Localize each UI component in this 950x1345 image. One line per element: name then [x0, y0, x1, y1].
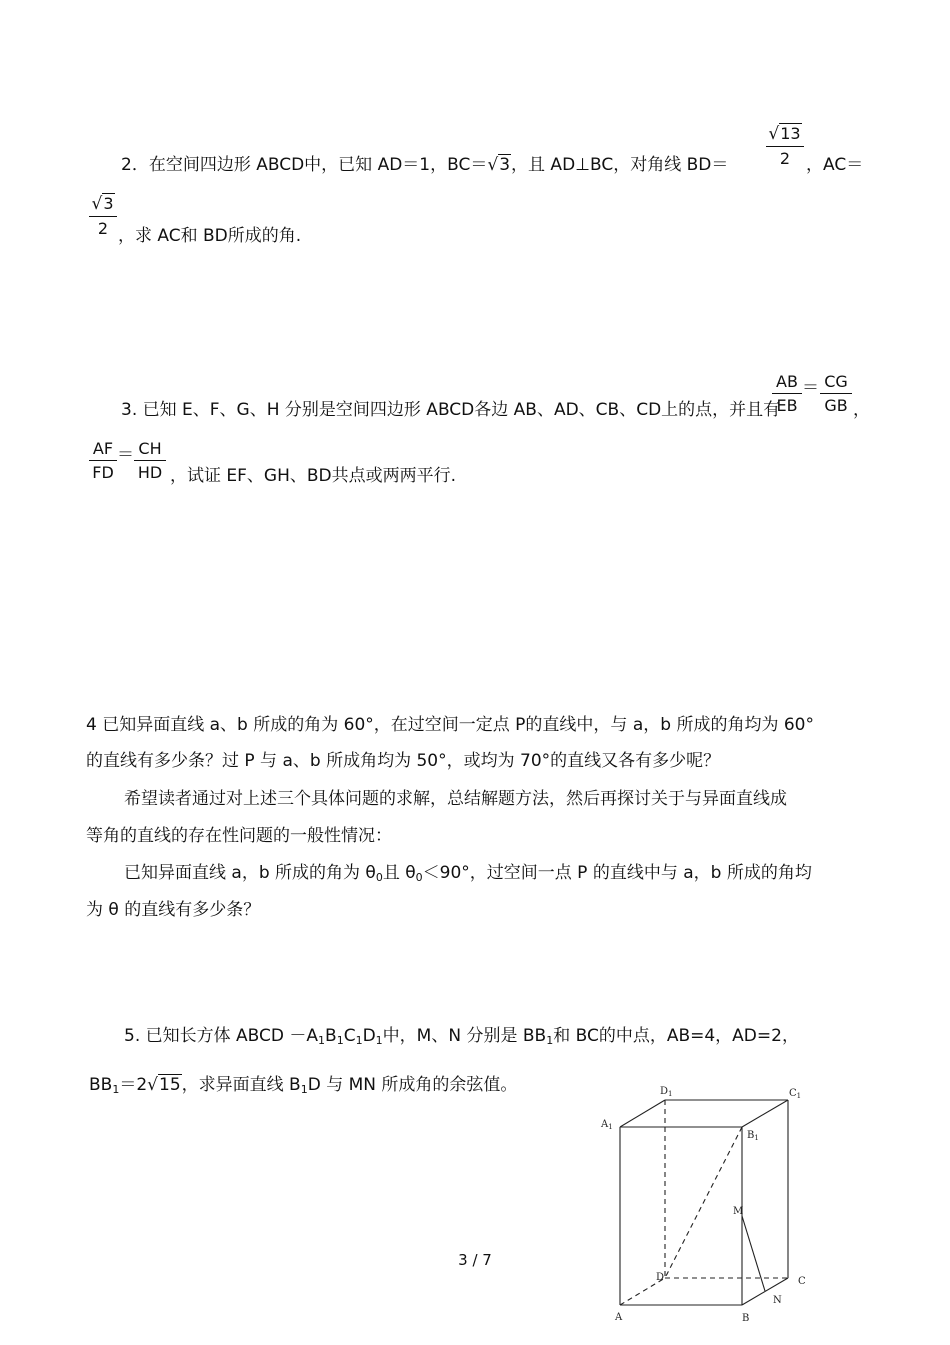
problem-2-text-b: ，且 AD⊥BC，对角线 BD＝: [511, 155, 729, 175]
sqrt-bc: √3: [487, 155, 511, 175]
problem-4-line-5: 已知异面直线 a，b 所成的角为 $\theta_0$且 $\theta_0<90^\circ$，过空间一点 P 的直线中与 a，b 所成的角均: [124, 863, 812, 884]
fraction-af-fd: [89, 441, 117, 481]
problem-5-line-2: $BB_1=2√15$，求异面直线 $B_1D$ 与 MN 所成角的余弦值。: [89, 1075, 518, 1096]
problem-4-line-3: 希望读者通过对上述三个具体问题的求解，总结解题方法，然后再探讨关于与异面直线成: [124, 789, 787, 809]
problem-2-ac: ，AC＝: [806, 155, 864, 175]
problem-4-line-1: 4 已知异面直线 a、b 所成的角为 60°，在过空间一定点 P的直线中，与 a，b 所成的角均为 60°: [86, 715, 814, 735]
gb-denominator: GB: [824, 396, 848, 415]
hd-denominator: HD: [137, 463, 163, 482]
sqrt-15: √15: [147, 1075, 181, 1095]
label-d: D: [656, 1272, 665, 1283]
problem-3-line-1: 3. 已知 E、F、G、H 分别是空间四边形 ABCD各边 AB、AD、CB、CD上的点，并且有: [121, 400, 781, 420]
label-d1: $D_1$: [660, 1086, 673, 1098]
edge-a1-d1: [620, 1100, 665, 1127]
label-n: N: [773, 1295, 782, 1306]
problem-2-line-2: ，求 AC和 BD所成的角.: [118, 226, 302, 246]
fraction-ac: √3 2: [89, 196, 117, 237]
label-m: M: [733, 1206, 744, 1217]
ch-numerator: CH: [138, 439, 162, 458]
problem-5-line-1: 5. 已知长方体 ABCD $-A_1B_1C_1D_1$中，M、N 分别是 $BB_1$和 BC的中点，AB=4，AD=2，: [124, 1026, 799, 1047]
ab-numerator: AB: [776, 372, 798, 391]
cuboid-figure: [590, 1080, 820, 1330]
problem-2-text: 2．在空间四边形 ABCD中，已知 AD＝1，BC＝: [121, 155, 488, 175]
label-c1: $C_1$: [789, 1088, 802, 1100]
problem-4-line-4: 等角的直线的存在性问题的一般性情况：: [86, 826, 392, 846]
fraction-cg-gb: [820, 374, 852, 414]
bd-numerator: 13: [780, 124, 801, 143]
fraction-ab-eb: [772, 374, 802, 414]
label-a1: $A_1$: [601, 1119, 613, 1131]
label-a: A: [615, 1312, 623, 1323]
label-b1: $B_1$: [747, 1130, 759, 1142]
fraction-ch-hd: [134, 441, 166, 481]
problem-4-line-2: 的直线有多少条？过 P 与 a、b 所成角均为 50°，或均为 70°的直线又各有多少呢？: [86, 751, 721, 771]
page-number: 3 / 7: [458, 1251, 492, 1269]
af-numerator: AF: [92, 439, 114, 458]
equals-sign-2: ＝: [117, 445, 134, 465]
comma: ，: [853, 400, 870, 420]
label-c: C: [798, 1276, 806, 1287]
cg-numerator: CG: [824, 372, 848, 391]
problem-3-line-2: ，试证 EF、GH、BD共点或两两平行.: [170, 466, 457, 486]
problem-4-line-6: 为 θ 的直线有多少条？: [86, 900, 261, 920]
problem-2-line-1: [121, 157, 728, 174]
ac-denominator: 2: [97, 219, 109, 238]
fd-denominator: FD: [92, 463, 114, 482]
bd-denominator: 2: [779, 149, 791, 168]
label-b: B: [742, 1313, 750, 1324]
edge-b1-c1: [742, 1100, 788, 1127]
fraction-bd: √13 2: [766, 126, 804, 167]
eb-denominator: EB: [776, 396, 798, 415]
ac-numerator: 3: [103, 194, 114, 213]
equals-sign: ＝: [802, 378, 819, 398]
